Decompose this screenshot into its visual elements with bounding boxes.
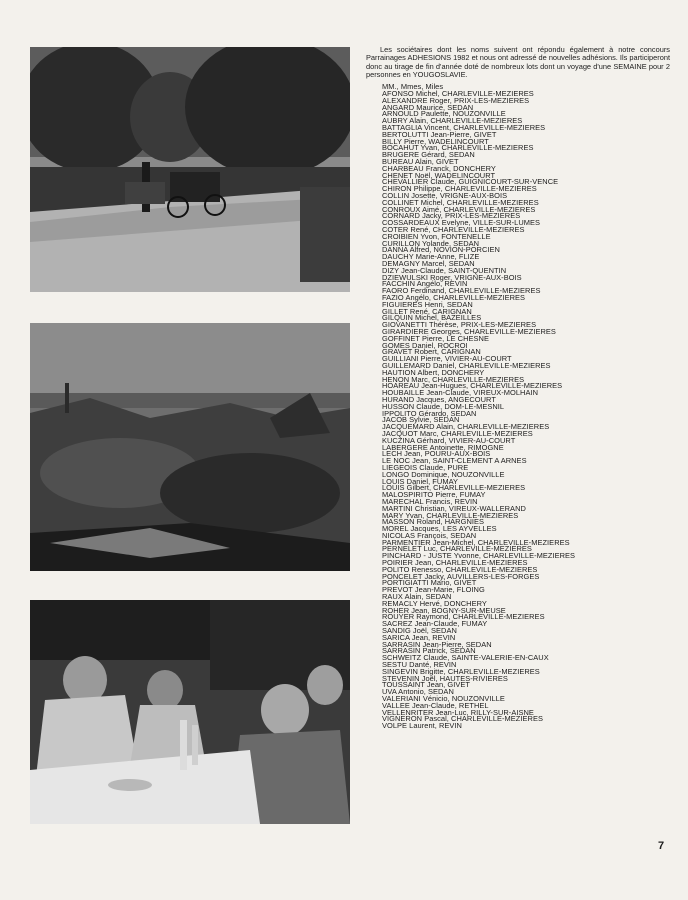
member-entry: ANGARD Maurice, SEDAN <box>382 102 474 112</box>
member-entry: FACCHIN Angélo, REVIN <box>382 279 468 289</box>
member-entry: CROIBIEN Yvon, FONTENELLE <box>382 231 491 241</box>
photo-group-dinner <box>30 600 350 824</box>
member-entry: CONROUX Aimé, CHARLEVILLE-MEZIERES <box>382 204 536 214</box>
member-entry: LIEGEOIS Claude, PURE <box>382 462 469 472</box>
member-entry: SESTU Danté, REVIN <box>382 660 457 670</box>
member-entry: BRUGERE Gérard, SEDAN <box>382 150 475 160</box>
member-entry: PARMENTIER Jean-Michel, CHARLEVILLE-MEZIERES <box>382 537 570 547</box>
member-entry: SACREZ Jean-Claude, FUMAY <box>382 619 488 629</box>
member-entry: FIGUIERES Henri, SEDAN <box>382 299 473 309</box>
member-entry: PONCELET Jacky, AUVILLERS-LES-FORGES <box>382 571 540 581</box>
member-entry: COTER René, CHARLEVILLE-MEZIERES <box>382 225 525 235</box>
member-entry: COSSARDEAUX Evelyne, VILLE-SUR-LUMES <box>382 218 541 228</box>
member-entry: SARRASIN Jean-Pierre, SEDAN <box>382 639 492 649</box>
member-entry: GIRARDIERE Georges, CHARLEVILLE-MEZIERES <box>382 326 556 336</box>
photo-ruins-landscape <box>30 323 350 571</box>
member-entry: KUCZINA Gérhard, VIVIER-AU-COURT <box>382 435 516 445</box>
member-entry: DZIEWULSKI Roger, VRIGNE-AUX-BOIS <box>382 272 522 282</box>
member-entry: GUILLEMARD Daniel, CHARLEVILLE-MEZIERES <box>382 360 551 370</box>
member-entry: HURAND Jacques, ANGECOURT <box>382 394 496 404</box>
member-entry: MARTINI Christian, VIREUX-WALLERAND <box>382 503 526 513</box>
member-entry: HAUTION Albert, DONCHERY <box>382 367 485 377</box>
member-entry: DAUCHY Marie-Anne, FLIZE <box>382 252 480 262</box>
member-entry: VIGNERON Pascal, CHARLEVILLE-MEZIERES <box>382 714 543 724</box>
member-entry: STEVENIN Joël, HAUTES-RIVIERES <box>382 673 508 683</box>
intro-paragraph: Les sociétaires dont les noms suivent ont répondu également à notre concours Parrainages ADHESIONS 1982 et nous ont adressé de nouvelles adhésions. Ils participeront donc au tirage de fin d'année doté de nombreux lots dont un voyage d'une SEMAINE pour 2 personnes en YOUGOSLAVIE. <box>366 45 671 80</box>
member-entry: VELLENRITER Jean-Luc, RILLY-SUR-AISNE <box>382 707 534 717</box>
member-entry: HENON Marc, CHARLEVILLE-MEZIERES <box>382 374 525 384</box>
member-entry: PINCHARD - JUSTE Yvonne, CHARLEVILLE-MEZIERES <box>382 551 576 561</box>
member-entry: NICOLAS François, SEDAN <box>382 530 477 540</box>
members-list <box>382 84 662 730</box>
member-entry: FAZIO Angélo, CHARLEVILLE-MEZIERES <box>382 293 526 302</box>
member-entry: CURILLON Yolande, SEDAN <box>382 238 480 248</box>
member-entry: LONGO Dominique, NOUZONVILLE <box>382 469 505 479</box>
member-entry: LECH Jean, POURU-AUX-BOIS <box>382 449 491 459</box>
member-entry: GIOVANETTI Thérèse, PRIX-LES-MEZIERES <box>382 320 537 330</box>
member-entry: SARICA Jean, REVIN <box>382 632 456 642</box>
member-entry: GRAVET Robert, CARIGNAN <box>382 347 481 357</box>
member-entry: DIZY Jean-Claude, SAINT-QUENTIN <box>382 265 507 275</box>
member-entry: BERTOLUTTI Jean-Pierre, GIVET <box>382 129 497 139</box>
member-entry: REMACLY Hervé, DONCHERY <box>382 598 487 608</box>
member-entry: DEMAGNY Marcel, SEDAN <box>382 259 475 269</box>
member-entry: BUREAU Alain, GIVET <box>382 157 459 167</box>
member-entry: COLLIN Josette, VRIGNE-AUX-BOIS <box>382 191 508 201</box>
member-entry: CHENET Noël, WADELINCOURT <box>382 170 496 180</box>
member-entry: JACOB Sylvie, SEDAN <box>382 415 460 425</box>
member-entry: LABERGERE Antoinette, RIMOGNE <box>382 442 504 452</box>
member-entry: COLLINET Michel, CHARLEVILLE-MEZIERES <box>382 197 539 207</box>
member-entry: POIRIER Jean, CHARLEVILLE-MEZIERES <box>382 558 528 568</box>
salutation: MM., Mmes, Miles <box>382 82 444 91</box>
member-entry: HOAREAU Jean-Hugues, CHARLEVILLE-MEZIERES <box>382 381 563 391</box>
member-entry: VALERIANI Vénicio, NOUZONVILLE <box>382 694 505 704</box>
member-entry: AUBRY Alain, CHARLEVILLE-MEZIERES <box>382 116 523 126</box>
member-entry: CHIRON Philippe, CHARLEVILLE-MEZIERES <box>382 184 537 194</box>
member-entry: UVA Antonio, SEDAN <box>382 687 454 697</box>
member-entry: IPPOLITO Gérardo, SEDAN <box>382 408 477 418</box>
member-entry: HUSSON Claude, DOM-LE-MESNIL <box>382 401 505 411</box>
member-entry: CHEVALLIER Claude, GUIGNICOURT-SUR-VENCE <box>382 177 559 187</box>
member-entry: MARY Yvan, CHARLEVILLE-MEZIERES <box>382 510 519 520</box>
member-entry: MARECHAL Francis, REVIN <box>382 496 478 506</box>
member-entry: TOUSSAINT Jean, GIVET <box>382 680 470 690</box>
member-entry: MOREL Jacques, LES AYVELLES <box>382 524 497 534</box>
member-entry: LOUIS Gilbert, CHARLEVILLE-MEZIERES <box>382 483 526 493</box>
member-entry: PERNELET Luc, CHARLEVILLE-MEZIERES <box>382 544 532 554</box>
member-entry: PORTIGIATTI Mario, GIVET <box>382 578 477 588</box>
member-entry: DANNA Alfred, NOVION-PORCIEN <box>382 245 500 255</box>
member-entry: SCHWEITZ Claude, SAINTE-VALERIE-EN-CAUX <box>382 653 549 663</box>
member-entry: RAUX Alain, SEDAN <box>382 592 452 602</box>
member-entry: MALOSPIRITO Pierre, FUMAY <box>382 490 486 500</box>
member-entry: GILLET René, CARIGNAN <box>382 306 472 316</box>
member-entry: BILLY Pierre, WADELINCOURT <box>382 136 489 146</box>
page-number: 7 <box>658 840 665 852</box>
member-entry: SARRASIN Patrick, SEDAN <box>382 646 476 656</box>
member-entry: GOMES Daniel, ROCROI <box>382 340 468 350</box>
member-entry: ROUYER Raymond, CHARLEVILLE-MEZIERES <box>382 612 545 622</box>
member-entry: ROHER Jean, BOGNY-SUR-MEUSE <box>382 605 506 615</box>
member-entry: JACQUEMARD Alain, CHARLEVILLE-MEZIERES <box>382 422 550 432</box>
member-entry: HOUBAILLE Jean-Claude, VIREUX-MOLHAIN <box>382 388 539 398</box>
member-entry: GILQUIN Michel, BAZEILLES <box>382 313 482 323</box>
member-entry: GUILLIANI Pierre, VIVIER-AU-COURT <box>382 354 512 364</box>
member-entry: VALLEE Jean-Claude, RETHEL <box>382 700 489 710</box>
member-entry: SINGEVIN Brigitte, CHARLEVILLE-MEZIERES <box>382 666 540 676</box>
member-entry: VOLPE Laurent, REVIN <box>382 721 462 731</box>
member-entry: ARNOULD Paulette, NOUZONVILLE <box>382 109 506 119</box>
member-entry: CHARBEAU Franck, DONCHERY <box>382 163 496 173</box>
member-entry: ALEXANDRE Roger, PRIX-LES-MEZIERES <box>382 95 530 105</box>
photo-horse-carriage-street <box>30 47 350 292</box>
member-entry: LE NOC Jean, SAINT-CLEMENT A ARNES <box>382 456 527 466</box>
member-entry: JACQUOT Marc, CHARLEVILLE-MEZIERES <box>382 428 533 438</box>
member-entry: LOUIS Daniel, FUMAY <box>382 476 459 486</box>
member-entry: BOCAHUT Yvan, CHARLEVILLE-MEZIERES <box>382 143 534 153</box>
member-entry: BATTAGLIA Vincent, CHARLEVILLE-MEZIERES <box>382 123 546 133</box>
member-entry: MASSON Roland, HARGNIES <box>382 517 484 527</box>
member-entry: POLITO Renesso, CHARLEVILLE-MEZIERES <box>382 564 538 574</box>
member-entry: SANDIG Joël, SEDAN <box>382 626 457 636</box>
member-entry: PREVOT Jean-Marie, FLOING <box>382 585 485 595</box>
member-entry: AFONSO Michel, CHARLEVILLE-MEZIERES <box>382 89 534 99</box>
member-entry: GOFFINET Pierre, LE CHESNE <box>382 333 489 343</box>
member-entry: FAORO Ferdinand, CHARLEVILLE-MEZIERES <box>382 286 541 296</box>
member-entry: CORNARD Jacky, PRIX-LES-MEZIERES <box>382 211 521 221</box>
